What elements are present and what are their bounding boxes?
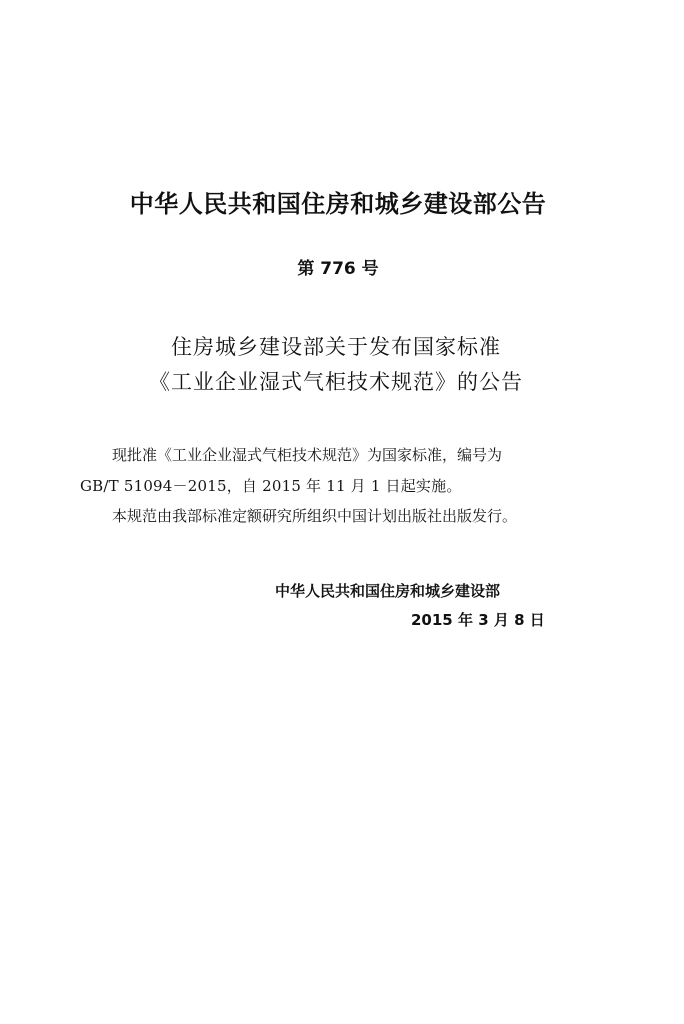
- signature-issuer: 中华人民共和国住房和城乡建设部: [275, 582, 501, 600]
- body-paragraph-1-line-1: 现批准《工业企业湿式气柜技术规范》为国家标准，编号为: [112, 446, 503, 464]
- notice-subtitle-line-1: 住房城乡建设部关于发布国家标准: [171, 335, 501, 359]
- body-paragraph-2: 本规范由我部标准定额研究所组织中国计划出版社出版发行。: [112, 507, 518, 525]
- body-paragraph-1-line-2: GB/T 51094－2015，自 2015 年 11 月 1 日起实施。: [80, 477, 462, 495]
- notice-number: 第 776 号: [297, 259, 379, 279]
- signature-date: 2015 年 3 月 8 日: [411, 611, 545, 629]
- notice-subtitle-line-2: 《工业企业湿式气柜技术规范》的公告: [149, 370, 523, 394]
- page-title: 中华人民共和国住房和城乡建设部公告: [129, 190, 547, 218]
